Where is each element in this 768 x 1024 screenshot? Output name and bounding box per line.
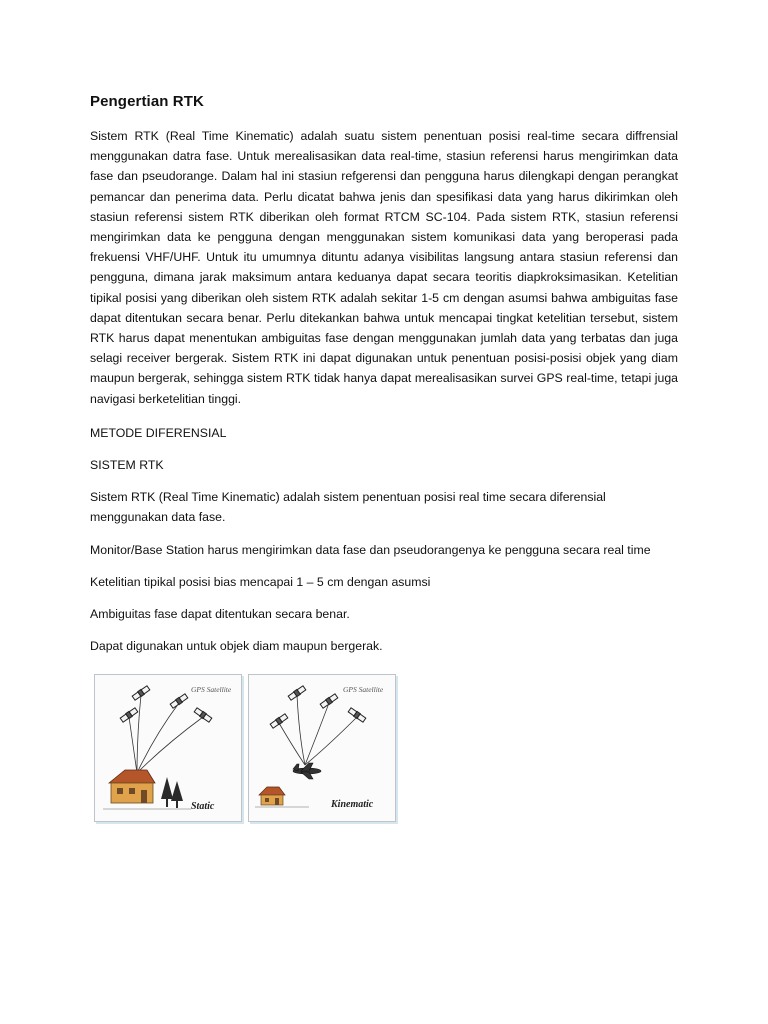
kinematic-caption: Kinematic (331, 799, 374, 810)
static-figure (94, 674, 242, 822)
heading-sistem-rtk: SISTEM RTK (90, 458, 164, 473)
rtk-figures (90, 674, 402, 824)
page-title: Pengertian RTK (90, 93, 204, 110)
ambiguity-paragraph: Ambiguitas fase dapat ditentukan secara benar. (90, 607, 350, 622)
accuracy-paragraph: Ketelitian tipikal posisi bias mencapai 1 – 5 cm dengan asumsi (90, 574, 431, 589)
kinematic-satellite-label: GPS Satellite (343, 685, 384, 694)
usage-paragraph: Dapat digunakan untuk objek diam maupun bergerak. (90, 639, 383, 654)
base-station-paragraph: Monitor/Base Station harus mengirimkan data fase dan pseudorangenya ke pengguna secara real time (90, 542, 651, 557)
document-body (90, 93, 678, 656)
intro-paragraph: Sistem RTK (Real Time Kinematic) adalah suatu sistem penentuan posisi real-time secara diffrensial menggunakan datra fase. Untuk merealisasikan data real-time, stasiun referensi harus mengirimkan data fase dan pseudorange. Dalam hal ini stasiun refgerensi dan pengguna harus dilengkapi dengan perangkat pemancar dan penerima data. Perlu dicatat bahwa jenis dan spesifikasi data yang harus dikirimkan oleh stasiun referensi sistem RTK diberikan oleh format RTCM SC-104. Pada sistem RTK, stasiun referensi mengirimkan data ke pengguna dengan menggunakan sistem komunikasi data yang beroperasi pada frekuensi VHF/UHF. Untuk itu umumnya dituntu adanya visibilitas langsung antara stasiun referensi dan pengguna, dimana jarak maksimum antara keduanya dapat secara teoritis diapkroksimasikan. Ketelitian tipikal posisi yang diberikan oleh sistem RTK adalah sekitar 1-5 cm dengan asumsi bahwa ambiguitas fase dapat ditentukan secara benar. Perlu ditekankan bahwa untuk mencapai tingkat ketelitian tersebut, sistem RTK harus dapat menentukan ambiguitas fase dengan menggunakan jumlah data yang terbatas dan juga selagi receiver bergerak. Sistem RTK ini dapat digunakan untuk penentuan posisi-posisi objek yang diam maupun bergerak, sehingga sistem RTK tidak hanya dapat merealisasikan survei GPS real-time, tetapi juga navigasi berketelitian tinggi. (90, 129, 678, 406)
kinematic-illustration (249, 675, 397, 823)
static-illustration (95, 675, 243, 823)
static-satellite-label: GPS Satellite (191, 685, 232, 694)
definition-paragraph: Sistem RTK (Real Time Kinematic) adalah sistem penentuan posisi real time secara diferensial menggunakan data fase. (90, 490, 606, 525)
heading-metode-diferensial: METODE DIFERENSIAL (90, 425, 227, 440)
kinematic-figure (248, 674, 396, 822)
static-caption: Static (191, 801, 215, 812)
